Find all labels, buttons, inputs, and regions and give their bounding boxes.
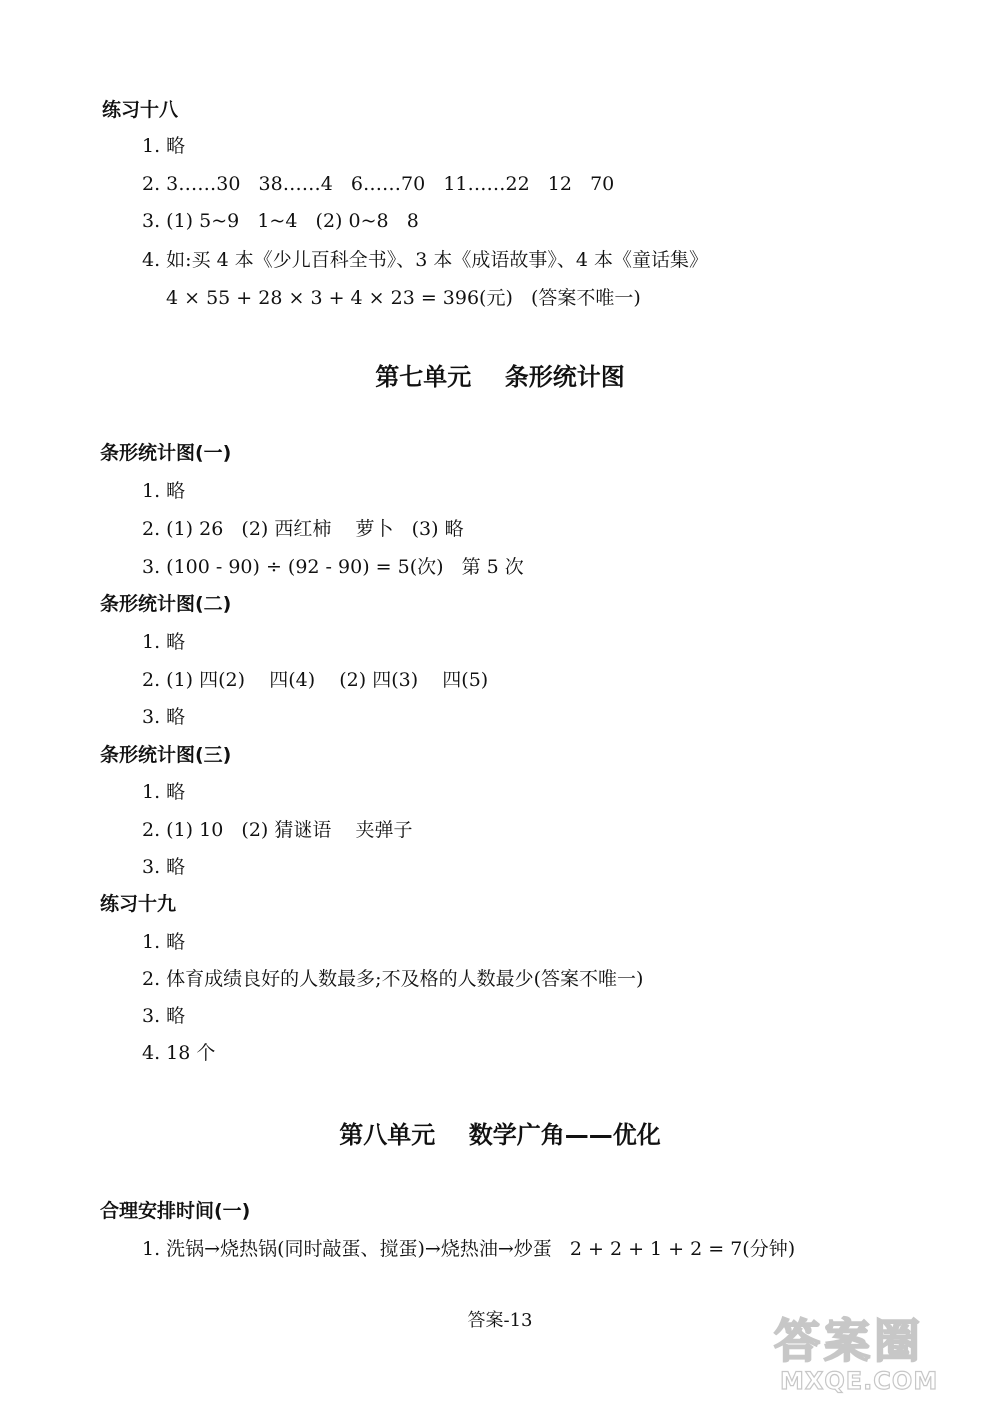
bar1-item-2: 2. (1) 26 (2) 西红柿 萝卜 (3) 略 — [142, 518, 464, 540]
bar2-item-3: 3. 略 — [142, 706, 186, 728]
exercise18-heading: 练习十八 — [102, 99, 179, 121]
exercise18-item-4: 4. 如:买 4 本《少儿百科全书》、3 本《成语故事》、4 本《童话集》 — [142, 249, 708, 271]
time1-item-1: 1. 洗锅→烧热锅(同时敲蛋、搅蛋)→烧热油→炒蛋 2 + 2 + 1 + 2 = 7(分钟) — [142, 1238, 796, 1260]
bar3-heading: 条形统计图(三) — [100, 744, 232, 766]
exercise18-item-4-formula: 4 × 55 + 28 × 3 + 4 × 23 = 396(元) (答案不唯一) — [166, 287, 641, 309]
unit8-title: 第八单元 数学广角——优化 — [339, 1121, 661, 1149]
bar1-heading: 条形统计图(一) — [100, 442, 232, 464]
bar3-item-1: 1. 略 — [142, 781, 186, 803]
bar3-item-3: 3. 略 — [142, 856, 186, 878]
exercise19-item-3: 3. 略 — [142, 1005, 186, 1027]
page-number: 答案-13 — [467, 1310, 533, 1331]
unit7-title: 第七单元 条形统计图 — [375, 363, 625, 391]
exercise19-item-4: 4. 18 个 — [142, 1042, 216, 1064]
exercise19-item-2: 2. 体育成绩良好的人数最多;不及格的人数最少(答案不唯一) — [142, 968, 644, 990]
time1-heading: 合理安排时间(一) — [100, 1200, 251, 1222]
bar2-item-1: 1. 略 — [142, 631, 186, 653]
watermark-logo-text: 答案圈 — [774, 1314, 924, 1368]
exercise18-item-2: 2. 3……30 38……4 6……70 11……22 12 70 — [142, 173, 615, 195]
exercise18-item-3: 3. (1) 5~9 1~4 (2) 0~8 8 — [142, 210, 419, 232]
bar1-item-1: 1. 略 — [142, 480, 186, 502]
bar1-item-3: 3. (100 - 90) ÷ (92 - 90) = 5(次) 第 5 次 — [142, 556, 524, 578]
bar3-item-2: 2. (1) 10 (2) 猜谜语 夹弹子 — [142, 819, 413, 841]
bar2-heading: 条形统计图(二) — [100, 593, 232, 615]
exercise19-heading: 练习十九 — [100, 893, 177, 915]
exercise19-item-1: 1. 略 — [142, 931, 186, 953]
watermark-logo — [774, 1305, 986, 1401]
watermark-site-text: MXQE.COM — [780, 1367, 939, 1395]
exercise18-item-1: 1. 略 — [142, 135, 186, 157]
bar2-item-2: 2. (1) 四(2) 四(4) (2) 四(3) 四(5) — [142, 669, 489, 691]
